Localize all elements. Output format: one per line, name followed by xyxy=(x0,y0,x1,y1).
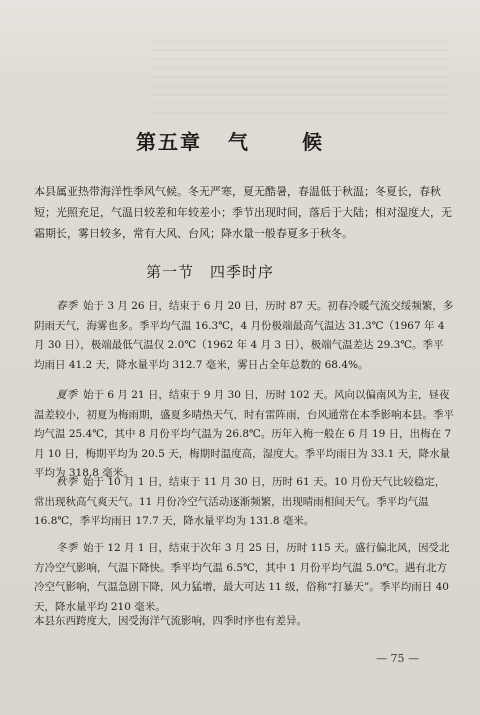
season-paragraph-autumn xyxy=(34,473,454,532)
season-label: 秋季 xyxy=(56,476,77,488)
page-number: — 75 — xyxy=(376,652,419,665)
season-text: 始于 12 月 1 日，结束于次年 3 月 25 日，历时 115 天。盛行偏北风，因受北方冷空气影响，气温下降快。季平均气温 6.5℃，其中 1 月份平均气温 5.0℃。遇有北方冷空气影响，气温急剧下降，风力猛增，最大可达 11 级，俗称“打暴天”。季平均雨日 40 天，降水量平均 210 毫米。 xyxy=(34,542,450,613)
season-label: 夏季 xyxy=(56,389,77,401)
chapter-title xyxy=(136,126,356,155)
season-label: 春季 xyxy=(56,300,77,312)
season-text: 始于 6 月 21 日，结束于 9 月 30 日，历时 102 天。风向以偏南风为主，昼夜温差较小，初夏为梅雨期，盛夏多晴热天气，时有雷阵雨，台风通常在本季影响本县。季平均气温 25.4℃，其中 8 月份平均气温为 26.8℃。历年入梅一般在 6 月 19 日，出梅在 7 月 10 日，梅期平均为 20.5 天，梅期时温度高，湿度大。季平均雨日为 33.1 天，降水量平均为 318.8 毫米。 xyxy=(34,389,454,479)
season-paragraph-winter xyxy=(34,539,454,617)
season-text: 始于 3 月 26 日，结束于 6 月 20 日，历时 87 天。初春冷暖气流交绥频繁，多阴雨天气，海雾也多。季平均气温 16.3℃，4 月份极端最高气温达 31.3℃（1967 年 4 月 30 日），极端最低气温仅 2.0℃（1962 年 4 月 3 日），极端气温差达 29.3℃。季平均雨日 41.2 天，降水量平均 312.7 毫米，雾日占全年总数的 68.4%。 xyxy=(34,300,454,371)
section-title: 第一节 四季时序 xyxy=(146,263,275,281)
season-text: 始于 10 月 1 日，结束于 11 月 30 日，历时 61 天。10 月份天气比较稳定，常出现秋高气爽天气。11 月份冷空气活动逐渐频繁，出现晴雨相间天气。季平均气温 16.8℃，季平均雨日 17.7 天，降水量平均为 131.8 毫米。 xyxy=(34,476,446,527)
show-through-texture xyxy=(150,40,450,115)
chapter-title-char-2: 候 xyxy=(302,130,324,154)
season-paragraph-summer xyxy=(34,386,454,484)
season-paragraph-spring xyxy=(34,297,454,375)
chapter-number: 第五章 xyxy=(136,130,202,154)
intro-paragraph: 本县属亚热带海洋性季风气候。冬无严寒，夏无酷暑，春温低于秋温；冬夏长，春秋短；光照充足，气温日较差和年较差小；季节出现时间，落后于大陆；相对湿度大，无霜期长，雾日较多，常有大风、台风；降水量一般春夏多于秋冬。 xyxy=(34,185,452,240)
season-label: 冬季 xyxy=(56,542,77,554)
closing-paragraph: 本县东西跨度大，因受海洋气流影响，四季时序也有差异。 xyxy=(34,615,307,627)
chapter-title-char-1: 气 xyxy=(228,130,250,154)
